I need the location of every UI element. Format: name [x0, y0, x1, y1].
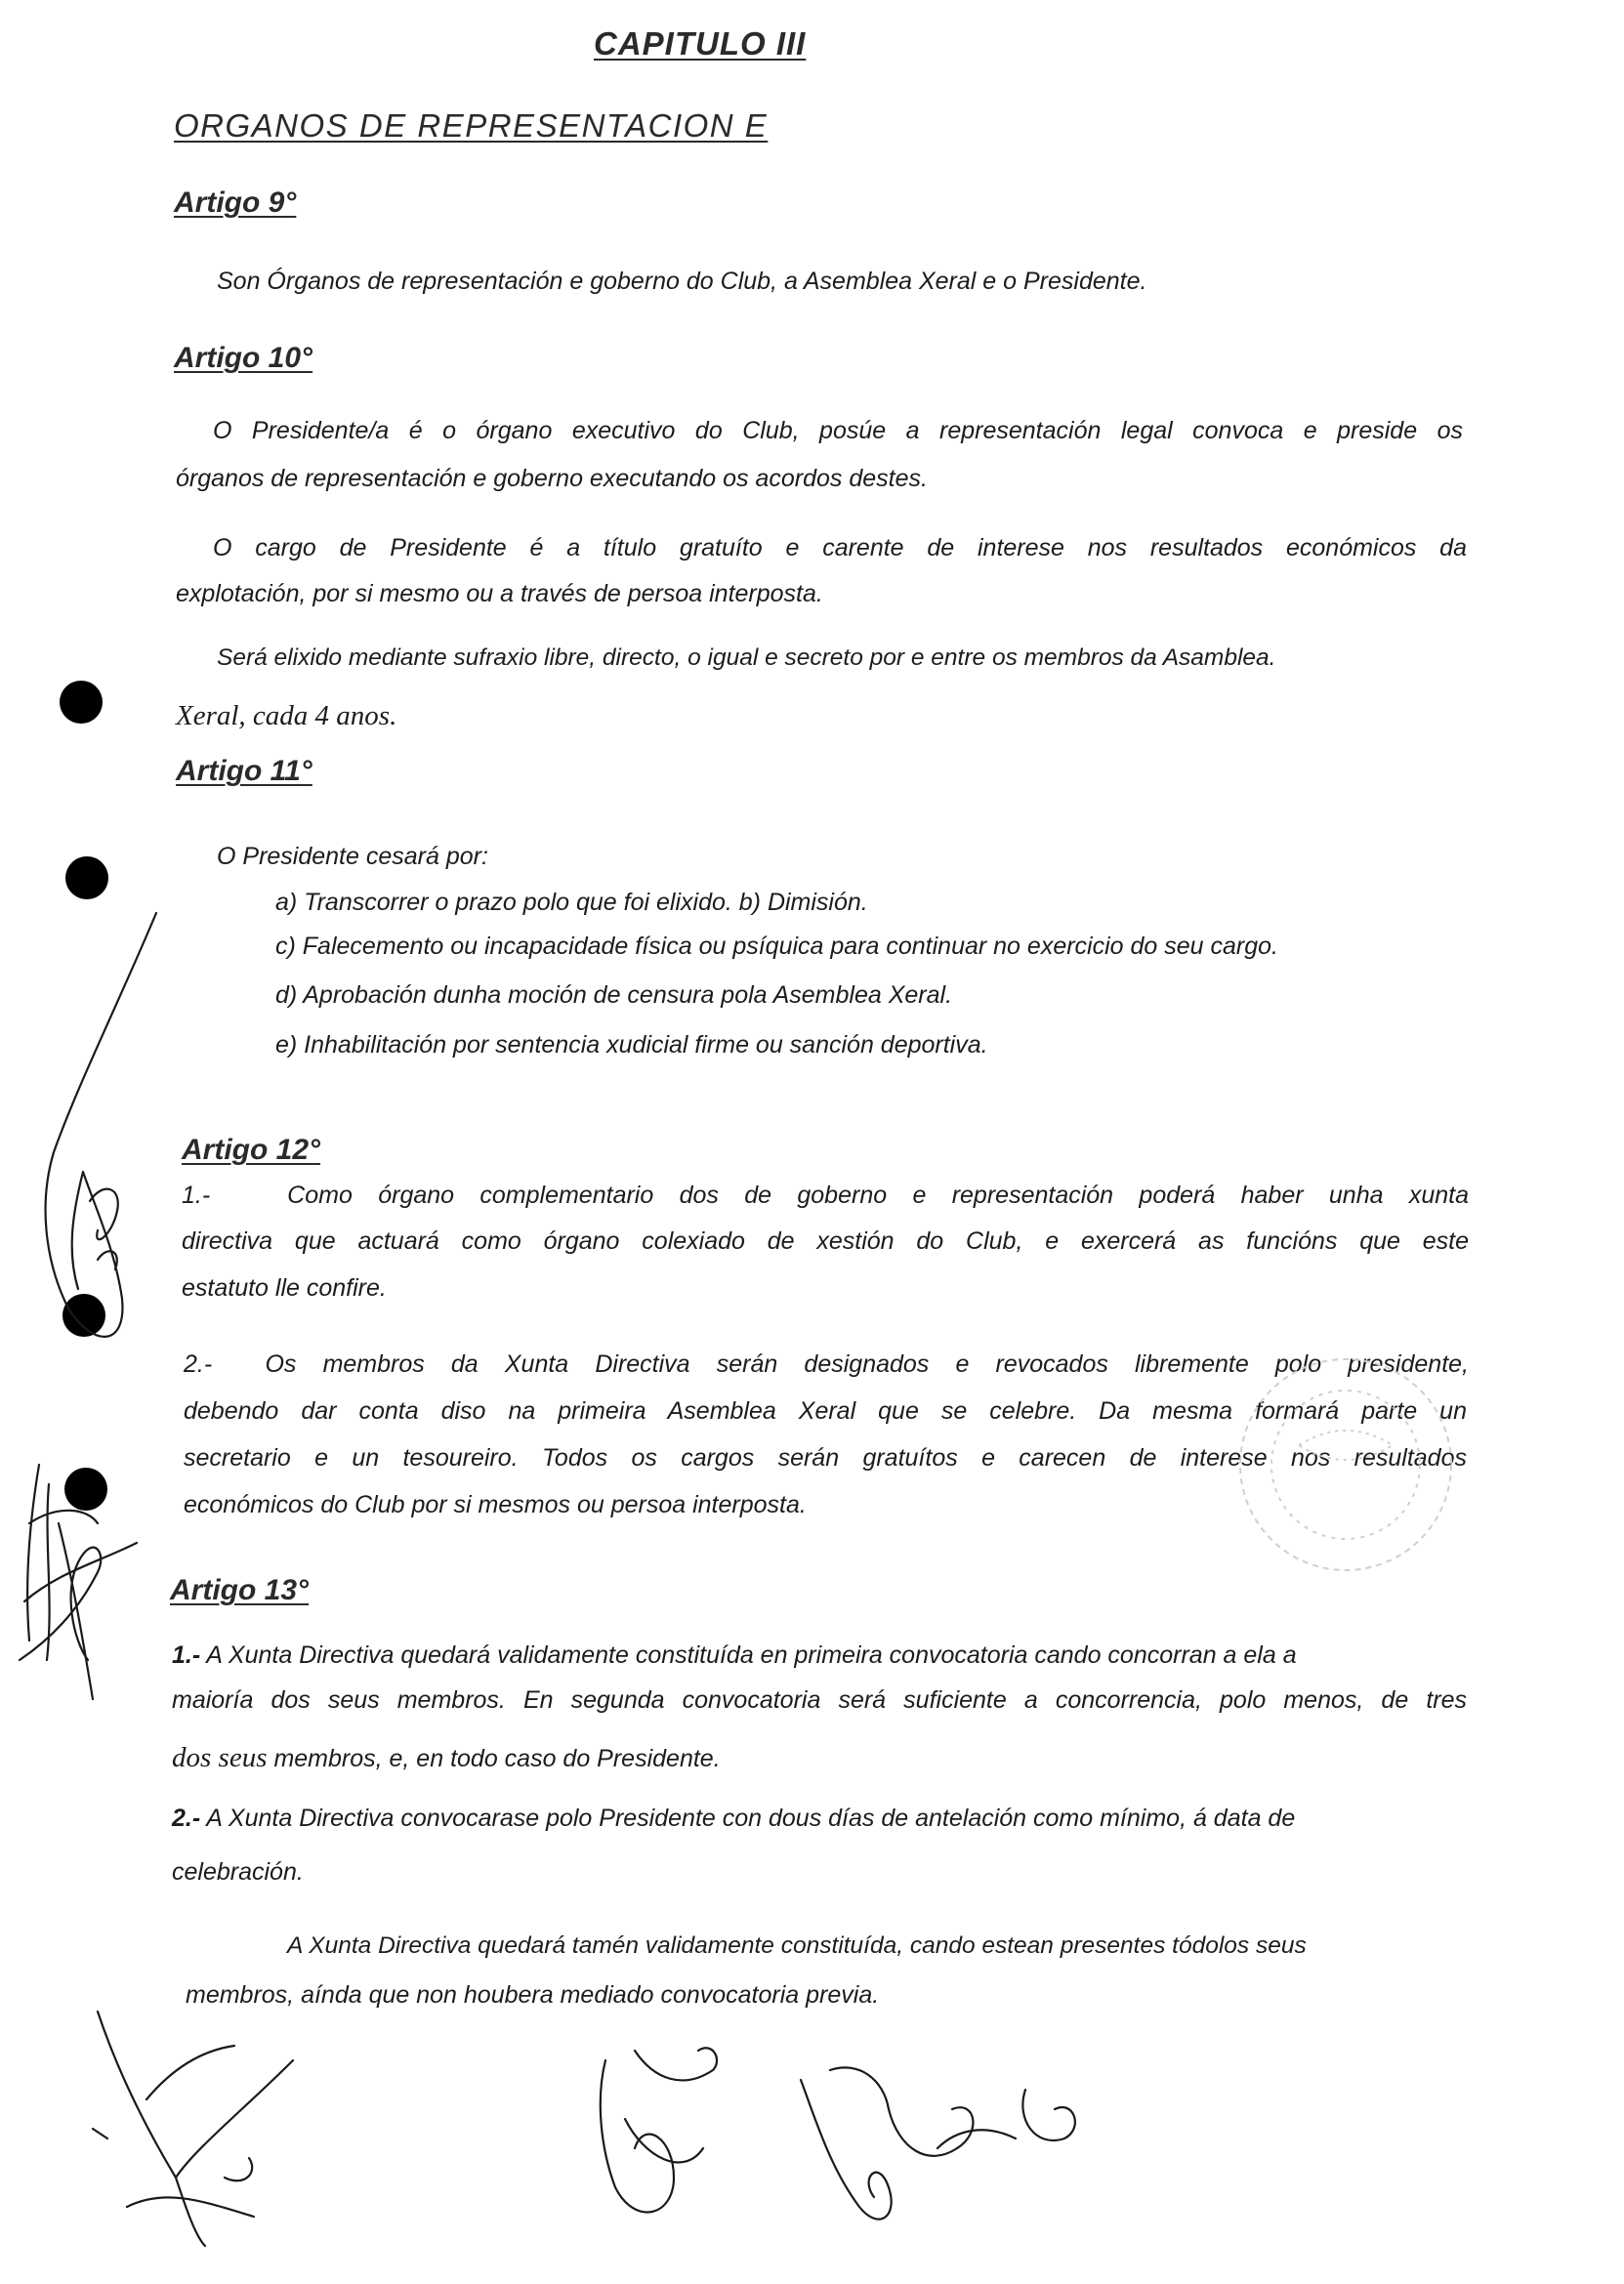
- article-12-paragraph-2-line: debendo dar conta diso na primeira Asemblea Xeral que se celebre. Da mesma formará parte un: [184, 1397, 1467, 1425]
- article-13-paragraph-1-number: 1.-: [172, 1641, 201, 1669]
- article-11-heading: Artigo 11°: [176, 755, 312, 787]
- article-13-paragraph-1-line: maioría dos seus membros. En segunda convocatoria será suficiente a concorrencia, polo menos, de tres: [172, 1686, 1467, 1714]
- article-11-list-item: a) Transcorrer o prazo polo que foi elixido. b) Dimisión.: [275, 889, 868, 916]
- article-13-paragraph-1-text: membros, e, en todo caso do Presidente.: [273, 1745, 721, 1772]
- bottom-signature: [601, 2048, 717, 2212]
- article-11-intro: O Presidente cesará por:: [217, 843, 488, 870]
- article-11-list-item: d) Aprobación dunha moción de censura pola Asemblea Xeral.: [275, 981, 953, 1009]
- article-12-paragraph-1-line: estatuto lle confire.: [182, 1274, 387, 1302]
- article-12-paragraph-1-line: directiva que actuará como órgano colexiado de xestión do Club, e exercerá as funcións que este: [182, 1227, 1469, 1255]
- club-stamp: [1240, 1359, 1451, 1570]
- article-10-heading: Artigo 10°: [174, 342, 313, 374]
- bottom-signature: [93, 2012, 293, 2246]
- article-13-paragraph-2-number: 2.-: [172, 1805, 201, 1832]
- bottom-signature: [801, 2067, 1075, 2219]
- article-10-paragraph-1-line: órganos de representación e goberno executando os acordos destes.: [176, 465, 928, 492]
- article-12-heading: Artigo 12°: [182, 1134, 321, 1166]
- article-13-paragraph-1-text: dos seus: [172, 1742, 268, 1773]
- margin-signature: [20, 1465, 137, 1699]
- article-12-paragraph-2-line: económicos do Club por si mesmos ou persoa interposta.: [184, 1491, 807, 1518]
- section-title: ORGANOS DE REPRESENTACION E: [174, 107, 769, 144]
- article-13-heading: Artigo 13°: [170, 1574, 310, 1606]
- article-12-paragraph-1-line: 1.- Como órgano complementario dos de goberno e representación poderá haber unha xunta: [182, 1182, 1469, 1209]
- article-13-paragraph-2-text: A Xunta Directiva convocarase polo Presidente con dous días de antelación como mínimo, á data de: [206, 1805, 1296, 1832]
- article-9-heading: Artigo 9°: [174, 187, 297, 219]
- article-10-paragraph-1-line: O Presidente/a é o órgano executivo do Club, posúe a representación legal convoca e preside os: [213, 417, 1463, 444]
- article-10-paragraph-3-line: Será elixido mediante sufraxio libre, directo, o igual e secreto por e entre os membros da Asamblea.: [217, 644, 1276, 671]
- article-10-paragraph-3-line: Xeral, cada 4 anos.: [176, 700, 397, 731]
- article-11-list-item: e) Inhabilitación por sentencia xudicial firme ou sanción deportiva.: [275, 1031, 988, 1059]
- chapter-title: CAPITULO III: [594, 25, 807, 62]
- article-12-paragraph-2-line: secretario e un tesoureiro. Todos os cargos serán gratuítos e carecen de interese nos resultados: [184, 1444, 1467, 1472]
- article-13-paragraph-2-line: celebración.: [172, 1858, 304, 1886]
- article-10-paragraph-2-line: explotación, por si mesmo ou a través de persoa interposta.: [176, 580, 823, 607]
- article-11-list-item: c) Falecemento ou incapacidade física ou psíquica para continuar no exercicio do seu cargo.: [275, 933, 1278, 960]
- article-13-paragraph-3-line: membros, aínda que non houbera mediado convocatoria previa.: [186, 1981, 880, 2009]
- article-13-paragraph-1-text: A Xunta Directiva quedará validamente constituída en primeira convocatoria cando concorran a ela a: [206, 1641, 1297, 1669]
- margin-signature: [46, 913, 156, 1337]
- article-12-paragraph-2-line: 2.- Os membros da Xunta Directiva serán designados e revocados libremente polo presidente,: [184, 1350, 1469, 1378]
- article-13-paragraph-3-line: A Xunta Directiva quedará tamén validamente constituída, cando estean presentes tódolos seus: [287, 1932, 1307, 1959]
- article-10-paragraph-2-line: O cargo de Presidente é a título gratuíto e carente de interese nos resultados económicos da: [213, 534, 1467, 561]
- article-9-text: Son Órganos de representación e goberno do Club, a Asemblea Xeral e o Presidente.: [217, 268, 1147, 295]
